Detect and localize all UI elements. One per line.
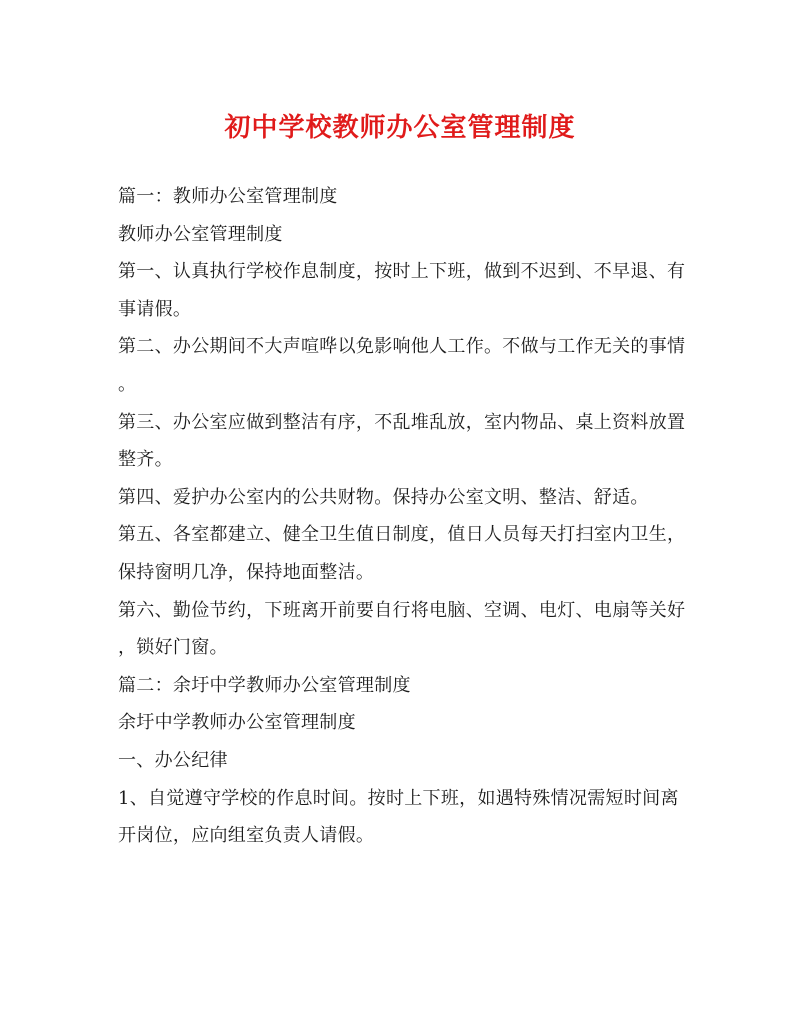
text-line: 篇一：教师办公室管理制度 <box>118 186 338 207</box>
text-line: 一、办公纪律 <box>118 749 228 771</box>
text-line: 第六、勤俭节约，下班离开前要自行将电脑、空调、电灯、电扇等关好 <box>118 599 686 621</box>
text-line: 第三、办公室应做到整洁有序，不乱堆乱放，室内物品、桌上资料放置 <box>118 411 686 433</box>
text-line: ，锁好门窗。 <box>118 637 228 659</box>
text-line: 教师办公室管理制度 <box>118 223 283 245</box>
text-line: 篇二：余圩中学教师办公室管理制度 <box>118 674 411 696</box>
document-title: 初中学校教师办公室管理制度 <box>224 113 576 143</box>
text-line: 第二、办公期间不大声喧哗以免影响他人工作。不做与工作无关的事情 <box>118 336 686 358</box>
text-line: 第五、各室都建立、健全卫生值日制度，值日人员每天打扫室内卫生， <box>118 524 686 546</box>
document-body <box>118 178 686 855</box>
text-line: 第一、认真执行学校作息制度，按时上下班，做到不迟到、不早退、有 <box>118 261 686 283</box>
text-line: 事请假。 <box>118 298 192 320</box>
text-line: 。 <box>118 373 137 395</box>
text-line: 开岗位，应向组室负责人请假。 <box>118 825 375 847</box>
text-line: 第四、爱护办公室内的公共财物。保持办公室文明、整洁、舒适。 <box>118 486 649 508</box>
text-line: 保持窗明几净，保持地面整洁。 <box>118 561 375 583</box>
text-line: 余圩中学教师办公室管理制度 <box>118 712 356 734</box>
text-line: 1、自觉遵守学校的作息时间。按时上下班，如遇特殊情况需短时间离 <box>118 787 679 809</box>
text-line: 整齐。 <box>118 449 173 471</box>
